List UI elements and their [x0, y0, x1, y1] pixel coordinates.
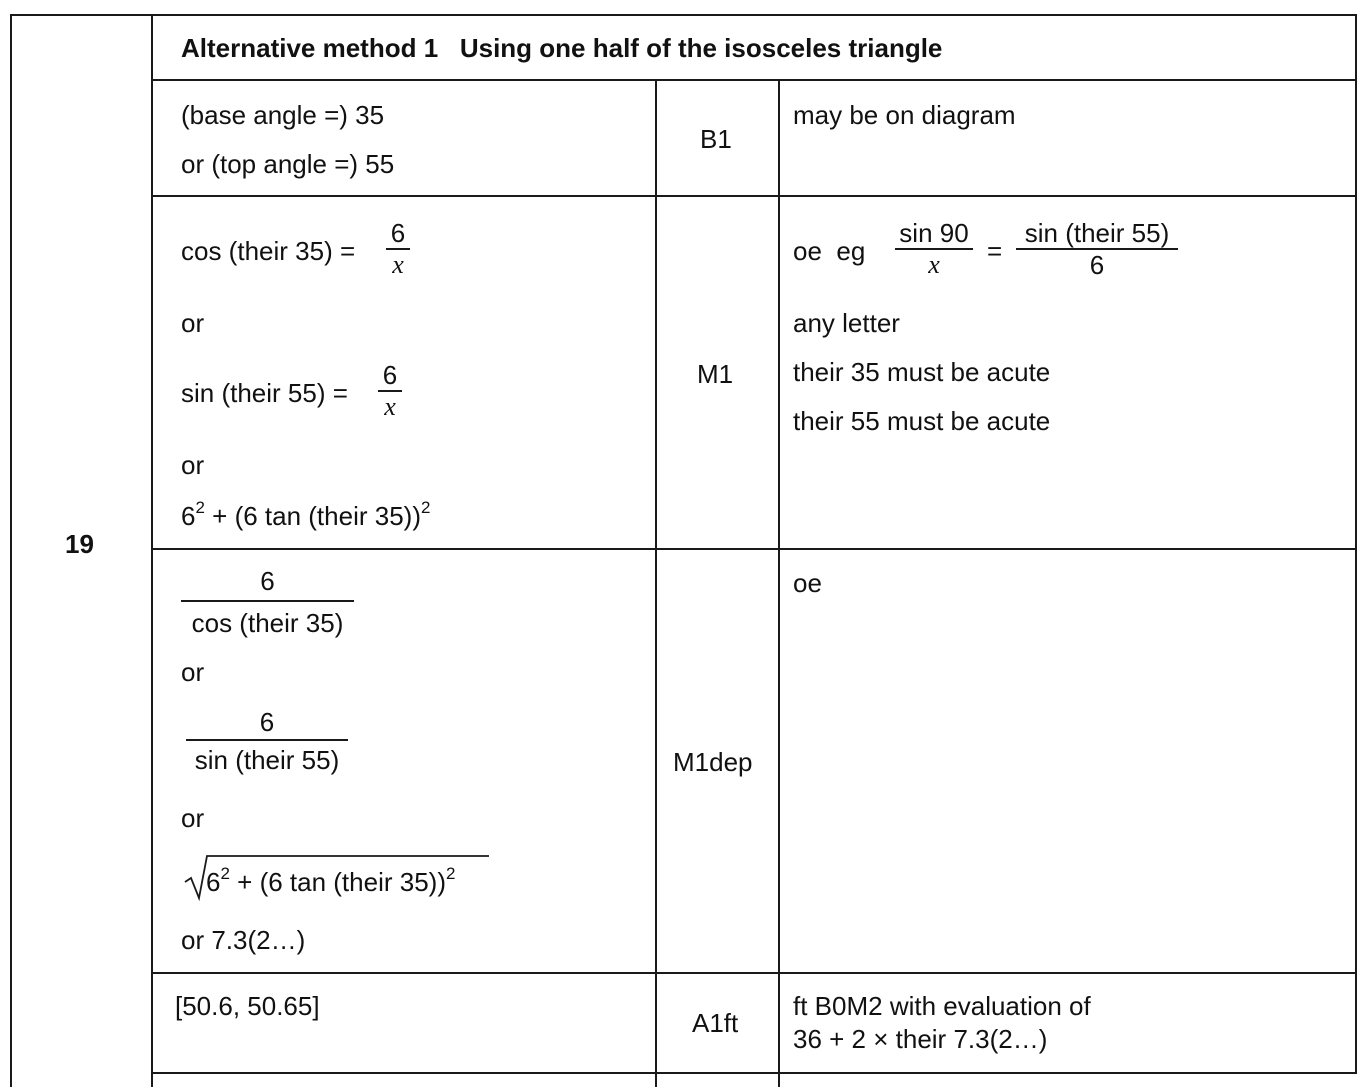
- fraction-denominator: sin (their 55): [194, 745, 340, 775]
- row2-or-2: or: [181, 450, 205, 480]
- row4-comment-line2: 36 + 2 × their 7.3(2…): [793, 1024, 1048, 1054]
- row-divider-3: [151, 972, 1356, 974]
- header-divider: [151, 79, 1356, 81]
- row-divider-2: [151, 548, 1356, 550]
- row-divider-1: [151, 195, 1356, 197]
- fraction-denominator: x: [384, 392, 396, 421]
- row3-or-2: or: [181, 803, 205, 833]
- row4-comment-line1: ft B0M2 with evaluation of: [793, 991, 1091, 1021]
- fraction-numerator: 6: [260, 566, 275, 596]
- column-divider-question: [151, 14, 153, 1087]
- column-divider-mark: [778, 79, 780, 1087]
- row2-or-1: or: [181, 308, 205, 338]
- fraction-denominator: cos (their 35): [191, 608, 344, 638]
- sqrt-base: 6: [206, 867, 221, 897]
- fraction-numerator: 6: [390, 218, 406, 248]
- fraction-numerator: 6: [382, 360, 398, 390]
- row3-mark: M1dep: [673, 747, 753, 777]
- table-border-top: [10, 14, 1356, 16]
- table-border-bottom: [151, 1072, 1356, 1074]
- fraction-numerator: 6: [259, 707, 275, 737]
- row2-mark: M1: [697, 359, 734, 389]
- row2-cos-fraction: [386, 218, 410, 280]
- table-border-left: [10, 14, 12, 1087]
- question-number: 19: [65, 529, 94, 559]
- row2-oe-eg: oe eg: [793, 236, 866, 266]
- fraction-denominator: x: [392, 250, 404, 279]
- fraction-denominator: 6: [1089, 250, 1105, 280]
- row2-comment-fraction-2: [1016, 218, 1178, 280]
- fraction-numerator: sin (their 55): [1024, 218, 1170, 248]
- row2-cos-prefix: cos (their 35) =: [181, 236, 356, 266]
- fraction-bar: [186, 739, 348, 741]
- pyth-exponent-2: 2: [420, 498, 431, 518]
- table-border-right: [1355, 14, 1357, 1074]
- row4-mark: A1ft: [692, 1008, 739, 1038]
- row2-comment-fraction-1: [895, 218, 973, 280]
- row3-final-value: or 7.3(2…): [181, 925, 306, 955]
- pyth-rest: + (6 tan (their 35)): [204, 501, 421, 531]
- row1-working-line1: (base angle =) 35: [181, 100, 385, 130]
- row3-sqrt-content: [206, 864, 456, 897]
- row2-sin-prefix: sin (their 55) =: [181, 378, 348, 408]
- row3-or-1: or: [181, 657, 205, 687]
- row3-cos-fraction: [181, 566, 354, 638]
- pyth-exponent: 2: [195, 498, 205, 518]
- row2-comment-line1: any letter: [793, 308, 900, 338]
- row2-comment-line2: their 35 must be acute: [793, 357, 1051, 387]
- row2-sin-fraction: [378, 360, 402, 422]
- pyth-base: 6: [181, 501, 196, 531]
- row1-comment: may be on diagram: [793, 100, 1016, 130]
- row2-comment-equals: =: [987, 236, 1003, 266]
- fraction-numerator: sin 90: [899, 218, 969, 248]
- method-header: Alternative method 1 Using one half of the isosceles triangle: [181, 33, 943, 63]
- fraction-bar: [181, 600, 354, 602]
- sqrt-exponent-2: 2: [445, 864, 456, 884]
- row1-working-line2: or (top angle =) 55: [181, 149, 395, 179]
- row4-working: [50.6, 50.65]: [175, 991, 320, 1021]
- row3-sin-fraction: [186, 707, 348, 775]
- row1-mark: B1: [700, 124, 732, 154]
- row2-comment-line3: their 55 must be acute: [793, 406, 1051, 436]
- sqrt-exponent: 2: [220, 864, 230, 884]
- column-divider-working: [655, 79, 657, 1087]
- fraction-denominator: x: [928, 250, 940, 279]
- row3-comment: oe: [793, 568, 822, 598]
- row2-pythagoras: [181, 498, 431, 531]
- sqrt-rest: + (6 tan (their 35)): [229, 867, 446, 897]
